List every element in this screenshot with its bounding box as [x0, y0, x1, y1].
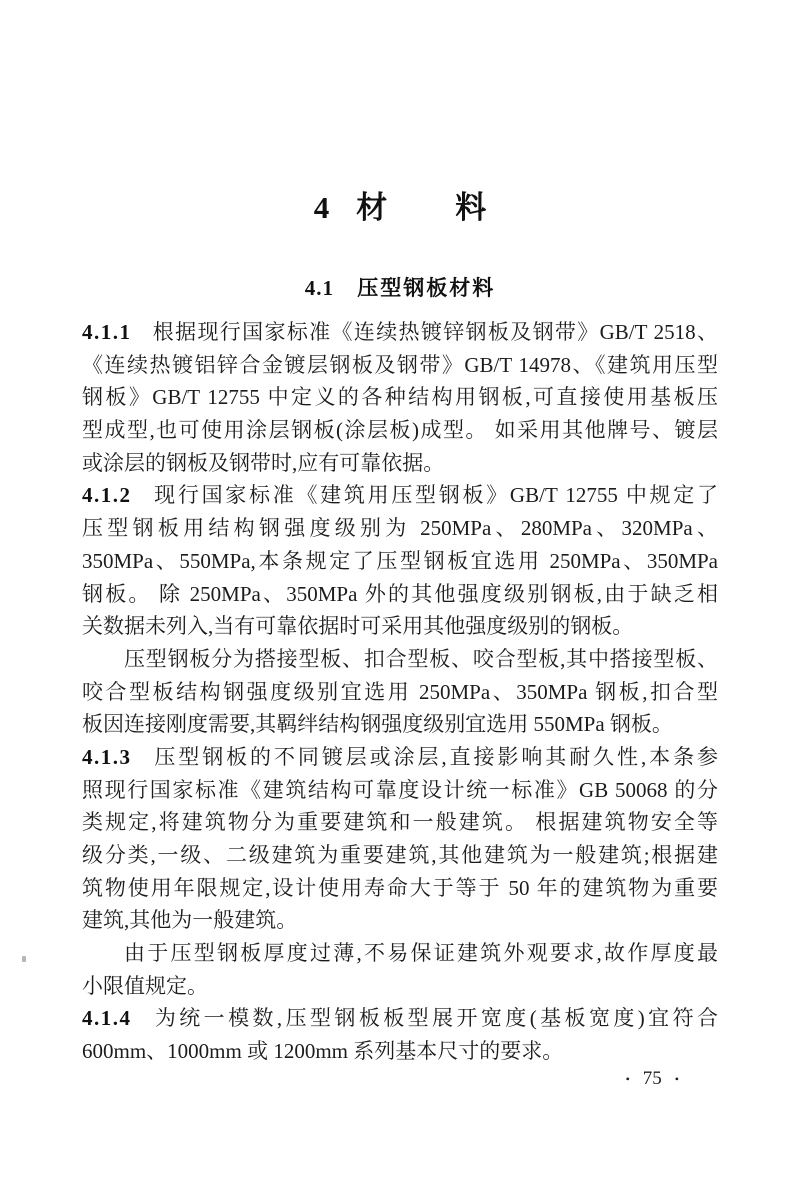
clause-number: 4.1.3 — [82, 744, 132, 769]
text-line: 咬合型板结构钢强度级别宜选用 250MPa、350MPa 钢板,扣合型 — [82, 679, 718, 704]
text-line: 筑物使用年限规定,设计使用寿命大于等于 50 年的建筑物为重要 — [82, 875, 718, 900]
text-line: 关数据未列入,当有可靠依据时可采用其他强度级别的钢板。 — [82, 614, 634, 639]
text-line: 板因连接刚度需要,其羁绊结构钢强度级别宜选用 550MPa 钢板。 — [82, 712, 673, 737]
text-line: 由于压型钢板厚度过薄,不易保证建筑外观要求,故作厚度最 — [124, 941, 718, 966]
text-line: 600mm、1000mm 或 1200mm 系列基本尺寸的要求。 — [82, 1039, 564, 1064]
chapter-title-char-1: 材 — [356, 190, 388, 225]
section-heading — [0, 272, 800, 302]
text-line: 小限值规定。 — [82, 973, 208, 998]
chapter-heading — [0, 182, 800, 227]
text-line: 350MPa、550MPa,本条规定了压型钢板宜选用 250MPa、350MPa — [82, 548, 718, 573]
body-paragraphs — [82, 316, 718, 1068]
text-line: 压型钢板分为搭接型板、扣合型板、咬合型板,其中搭接型板、 — [124, 646, 718, 671]
text-line: 《连续热镀铝锌合金镀层钢板及钢带》GB/T 14978、《建筑用压型 — [82, 352, 718, 377]
text-line: 压型钢板用结构钢强度级别为 250MPa、280MPa、320MPa、 — [82, 516, 718, 541]
page-number-dot-left: • — [625, 1071, 630, 1086]
scan-artifact — [22, 956, 26, 962]
clause-number: 4.1.1 — [82, 320, 132, 344]
text-line: 照现行国家标准《建筑结构可靠度设计统一标准》GB 50068 的分 — [82, 777, 718, 802]
paragraph — [82, 1002, 718, 1067]
text-line: 或涂层的钢板及钢带时,应有可靠依据。 — [82, 450, 445, 475]
section-number: 4.1 — [304, 276, 334, 300]
text-line: 4.1.4 为统一模数,压型钢板板型展开宽度(基板宽度)宜符合 — [82, 1006, 718, 1031]
text-line: 建筑,其他为一般建筑。 — [82, 908, 298, 933]
page-number-dot-right: • — [674, 1071, 679, 1086]
paragraph — [82, 479, 718, 642]
chapter-number: 4 — [313, 190, 330, 225]
clause-number: 4.1.2 — [82, 483, 132, 508]
text-line: 4.1.3 压型钢板的不同镀层或涂层,直接影响其耐久性,本条参 — [82, 744, 718, 769]
paragraph — [82, 741, 718, 937]
text-line: 型成型,也可使用涂层钢板(涂层板)成型。 如采用其他牌号、镀层 — [82, 418, 718, 443]
text-line: 类规定,将建筑物分为重要建筑和一般建筑。 根据建筑物安全等 — [82, 810, 718, 835]
page-number — [613, 1068, 692, 1090]
text-line: 4.1.1 根据现行国家标准《连续热镀锌钢板及钢带》GB/T 2518、 — [82, 320, 718, 344]
text-line: 钢板。 除 250MPa、350MPa 外的其他强度级别钢板,由于缺乏相 — [82, 581, 718, 606]
clause-number: 4.1.4 — [82, 1006, 132, 1031]
paragraph — [82, 643, 718, 741]
text-line: 4.1.2 现行国家标准《建筑用压型钢板》GB/T 12755 中规定了 — [82, 483, 718, 508]
text-line: 级分类,一级、二级建筑为重要建筑,其他建筑为一般建筑;根据建 — [82, 843, 718, 867]
text-line: 钢板》GB/T 12755 中定义的各种结构用钢板,可直接使用基板压 — [82, 385, 718, 410]
section-title: 压型钢板材料 — [357, 276, 496, 300]
page-number-value: 75 — [642, 1068, 662, 1089]
paragraph — [82, 316, 718, 479]
chapter-title-char-2: 料 — [455, 190, 487, 225]
paragraph — [82, 937, 718, 1002]
